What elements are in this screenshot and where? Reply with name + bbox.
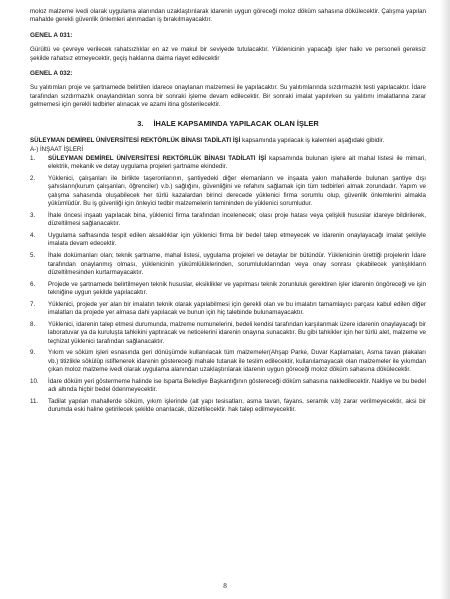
list-item-bold: SÜLEYMAN DEMİREL ÜNİVERSİTESİ REKTÖRLÜK BİNASI TADİLATI İŞİ — [48, 154, 267, 162]
top-paragraph: moloz malzeme ivedi olarak uygulama alanından uzaklaştırılarak idarenin uygun göreceği moloz döküm sahasına dökülecektir. Çalışma yapılan mahalde gerekli güvenlik önlemleri alınmadan iş bırakılmayacaktır. — [30, 8, 426, 24]
list-item-text: Yüklenici, projede yer alan bir imalatın teknik olarak yapılabilmesi için gerekli olan ve bu imalatın tamamlayıcı parçası kabul edilen diğer imalatları da projede yer almasa dahi yapılacak ve bunun için hiç talebinde bulunamayacaktır. — [48, 300, 426, 317]
section-heading — [30, 120, 426, 128]
list-item — [30, 398, 426, 415]
list-item-number: 8. — [30, 320, 36, 328]
list-item — [30, 155, 426, 172]
genel-a031-text: Gürültü ve çevreye verilecek rahatsızlıklar en az ve makul bir seviyede tutulacaktır. Yüklenicinin yapacağı işler halkı ve personeli gereksiz şekilde rahatsız etmeyecektir, geçiş haklarına daima riayet edilecektir — [30, 46, 426, 62]
list-item-text: İdare döküm yeri göstermeme halinde ise Isparta Belediye Başkanlığının göstereceği döküm sahasına nakledilecektir. Nakliye ve bu bedel adı altında hiçbir bedel ödenmeyecektir. — [48, 377, 426, 394]
list-item-text: Yüklenici, çalışanları ile birlikte taşeronlarının, şantiyedeki diğer elemanların ve inşaata yakın mahallerde bulunan şantiye dışı şahısların(kurum çalışanları, öğrenciler) v.b.) sağlığını, güvenliğini ve refahını sağlamak için tüm tedbirleri almak zorundadır. Yapım ve çalışma sahasında oluşabilecek her türlü kazalardan birinci derecede yüklenici firma sorumlu olup, güvenlik önlemlerini almakla yükümlüdür. Bu iş güvenliği için önleyici tedbir malzemelerin temininden de yüklenici sorumludur. — [48, 174, 426, 208]
list-item-text: Yüklenici, idarenin talep etmesi durumunda, malzeme numunelerini, bedeli kendisi tarafından karşılanmak üzere idarenin onaylayacağı bir laboratuvar ya da kuruluşta tahkikini yaptıracak ve neticelerini idarenin onayına sunacaktır. Bu gibi tahkikler için her türlü alet, malzeme ve teçhizat yüklenici tarafından sağlanacaktır. — [48, 320, 426, 345]
list-item — [30, 232, 426, 249]
genel-a031-heading: GENEL A 031: — [30, 31, 73, 39]
list-item — [30, 301, 426, 318]
page-edge-shadow — [440, 0, 450, 599]
section-title: İHALE KAPSAMINDA YAPILACAK OLAN İŞLER — [153, 118, 319, 128]
intro-text: kapsamında yapılacak iş kalemleri aşağıdaki gibidir. — [240, 137, 385, 145]
intro-bold: SÜLEYMAN DEMİREL ÜNİVERSİTESİ REKTÖRLÜK BİNASI TADİLATI İŞİ — [30, 137, 241, 145]
list-item — [30, 281, 426, 298]
list-item-number: 7. — [30, 300, 36, 308]
list-item-number: 6. — [30, 280, 36, 288]
list-item-number: 11. — [30, 398, 39, 405]
page-number: 8 — [223, 582, 227, 590]
list-item-number: 3. — [30, 211, 36, 219]
list-item-number: 5. — [30, 252, 36, 260]
intro-paragraph — [30, 137, 426, 145]
list-item-text: Tadilat yapılan mahallerde söküm, yıkım işlerinde (alt yapı tesisatları, asma tavan, fayans, seramik v.b) zarar verilmeyecektir, aksi bir durumda eski haline getirilecek şekilde onarılacak, düzeltilecektir. hak talep edilmeyecektir. — [48, 398, 426, 414]
document-body — [30, 8, 426, 418]
list-item-text: İhale öncesi inşaatı yapılacak bina, yüklenici firma tarafından incelenecek; olası proje hatası veya çelişkili hususlar idareye bildirilerek, düzeltilmesi sağlanacaktır. — [48, 211, 426, 228]
list-item-text: Uygulama safhasında tespit edilen aksaklıklar için yüklenici firma bir bedel talep etmeyecek ve idarenin onaylayacağı imalat şekliyle imalata devam edecektir. — [48, 232, 426, 248]
numbered-list — [30, 155, 426, 415]
genel-a032-heading: GENEL A 032: — [30, 70, 73, 78]
list-item-text: Yıkım ve söküm işleri esnasında geri dönüşümde kullanılacak tüm malzemeler(Ahşap Parke, Duvar Kaplamaları, Asma tavan plakaları vb.) titizlikle sökülüp istiflenerek idarenin göstereceği mahale tutanak ile teslim edilecektir, kullanılamayacak olan malzemeler ile yıkımdan çıkan moloz malzeme ivedi olarak uygulama alanından uzaklaştırılarak idarenin uygun göreceği moloz döküm sahasına dökülecektir. — [48, 349, 426, 374]
list-item-number: 4. — [30, 232, 36, 240]
list-item — [30, 321, 426, 346]
list-item-number: 1. — [30, 154, 36, 162]
list-item-text: İhale dokümanları olan; teknik şartname, mahal listesi, uygulama projeleri ve detaylar bir bütündür. Yüklenicinin ürettiği projelerin İdare tarafından onaylanmış olması, yüklenicinin yükümlülüklerinden, sorumluluklarından veya onay sonrası çıkabilecek yanlışlıkların düzeltilmesinden kurtarmayacaktır. — [48, 252, 426, 276]
list-item — [30, 212, 426, 229]
list-item — [30, 175, 426, 209]
list-item — [30, 349, 426, 374]
genel-a032-text: Su yalıtımları proje ve şartnamede belirtilen idarece onaylanan malzemesi ile yapılacaktır. Su yalıtımlarında sızdırmazlık testi yapılacaktır. İdare tarafından sızdırmazlık onaylandıktan sonra bir sonraki işleme devam edilecektir. Bir sonraki imalat yapılırken su yalıtımı imalatlarına zarar gelmemesi için gerekli tedbirler alınacak ve azami itina gösterilecektir. — [30, 84, 426, 109]
list-item-text: Projede ve şartnamede belirtilmeyen teknik hususlar, eksiklikler ve yapılması teknik zorunluluk gerektiren işler idarenin öngöreceği ve işin tekniğine uygun şekilde yapılacaktır. — [48, 280, 426, 297]
list-item-number: 2. — [30, 174, 36, 182]
section-number: 3. — [137, 118, 144, 128]
list-item-number: 9. — [30, 349, 36, 357]
list-item-text: kapsamında bulunan işlere ait mahal listesi ile mimari, elektrik, mekanik ve detay uygulama projeleri şartname ekindedir. — [48, 154, 426, 171]
list-item-number: 10. — [30, 377, 39, 385]
subheading: A-) İNŞAAT İŞLERİ — [30, 146, 84, 154]
list-item — [30, 378, 426, 395]
list-item — [30, 252, 426, 277]
